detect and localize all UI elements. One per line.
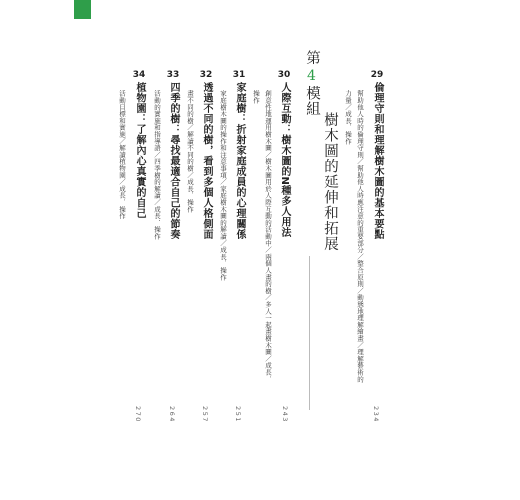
chapter-color-tab bbox=[74, 0, 91, 19]
entry-number: 31 bbox=[232, 70, 246, 80]
toc-entry-30[interactable] bbox=[275, 70, 294, 238]
page-number: 234 bbox=[372, 406, 380, 423]
toc-entry-32[interactable] bbox=[197, 70, 216, 240]
toc-entry-34[interactable] bbox=[130, 70, 149, 219]
entry-summary-line: 活動的實施和指導語／四季樹的解讀／成長．操作 bbox=[153, 90, 161, 240]
entry-summary-line: 操作 bbox=[252, 90, 260, 104]
page-number: 270 bbox=[134, 406, 142, 423]
entry-title: 人際互動：樹木圖的N種多人用法 bbox=[279, 82, 290, 238]
module-divider bbox=[309, 256, 310, 410]
entry-number: 29 bbox=[370, 70, 384, 80]
entry-number: 30 bbox=[277, 70, 291, 80]
module-suffix: 模組 bbox=[304, 85, 320, 117]
entry-summary-line: 活動目標和實施／解讀植物園／成長．操作 bbox=[118, 90, 126, 220]
page-number: 257 bbox=[201, 406, 209, 423]
entry-title: 植物園：了解內心真實的自己 bbox=[134, 82, 145, 219]
toc-entry-31[interactable] bbox=[230, 70, 249, 240]
entry-summary-line: 幫助他人時的倫理守則／幫助他人時應注意的重要部分／整合原則／動態地理解繪畫／理解藝術的 bbox=[356, 90, 364, 383]
entry-title: 透過不同的樹，看到多個人格側面 bbox=[201, 82, 212, 240]
module-prefix: 第 bbox=[304, 50, 320, 66]
module-title: 樹木圖的延伸和拓展 bbox=[322, 112, 338, 252]
entry-title: 家庭樹：折射家庭成員的心理關係 bbox=[234, 82, 245, 240]
entry-number: 33 bbox=[166, 70, 180, 80]
toc-entry-29[interactable] bbox=[368, 70, 387, 240]
entry-summary-line: 畫不同的樹／解讀不同的樹／成長．操作 bbox=[186, 90, 194, 213]
module-number: 4 bbox=[307, 67, 317, 84]
entry-number: 34 bbox=[132, 70, 146, 80]
entry-summary-line: 創意性地運用樹木圖／樹木圖用於人際互動的活動中／兩個人畫的樹／多人一起畫樹木圖／成長． bbox=[264, 90, 272, 383]
entry-number: 32 bbox=[199, 70, 213, 80]
entry-title: 四季的樹：尋找最適合自己的節奏 bbox=[168, 82, 179, 240]
toc-entry-33[interactable] bbox=[164, 70, 183, 240]
page-number: 251 bbox=[234, 406, 242, 423]
page-number: 243 bbox=[281, 406, 289, 423]
page-number: 264 bbox=[168, 406, 176, 423]
entry-summary-line: 家庭樹木圖的操作和注意事項／家庭樹木圖的解讀／成長．操作 bbox=[219, 90, 227, 281]
module-heading bbox=[302, 50, 323, 117]
entry-summary-line: 力量／成長．操作 bbox=[344, 90, 352, 145]
entry-title: 倫理守則和理解樹木圖的基本要點 bbox=[372, 82, 383, 240]
